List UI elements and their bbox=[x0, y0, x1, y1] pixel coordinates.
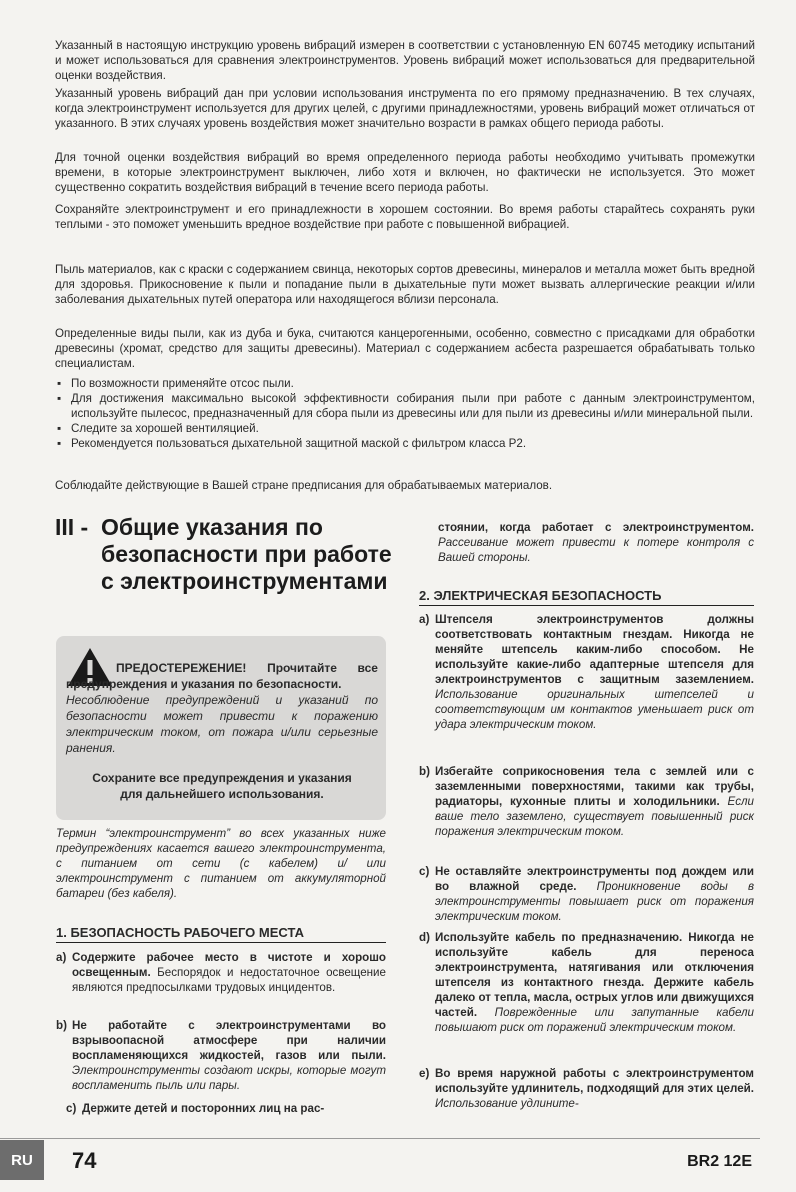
continued-text bbox=[438, 520, 754, 565]
item-italic: Использование оригинальных штепселей и соответствующим им контактов уменьшает риск от удара электрическим током. bbox=[435, 688, 754, 731]
section-title-work-area: 1. БЕЗОПАСНОСТЬ РАБОЧЕГО МЕСТА bbox=[56, 925, 386, 943]
list-item: ▪ Рекомендуется пользоваться дыхательной защитной маской с фильтром класса P2. bbox=[55, 436, 755, 451]
item-bold: стоянии, когда работает с электроинструментом. bbox=[438, 521, 754, 534]
keep-instructions-note: Сохраните все предупреждения и указания для дальнейшего использования. bbox=[92, 771, 352, 801]
item-italic: Электроинструменты создают искры, которые могут воспламенить пыль или пары. bbox=[72, 1064, 386, 1092]
warning-consequence: Несоблюдение предупреждений и указаний по безопасности может привести к поражению электрическим током, от пожара и/или серьезные ранения. bbox=[66, 693, 378, 755]
item-label: b) bbox=[56, 1019, 67, 1032]
item-italic: Если ваше тело заземлено, существует повышенный риск поражения электрическим током. bbox=[435, 795, 754, 838]
item-label: c) bbox=[419, 865, 430, 878]
list-item bbox=[56, 950, 386, 995]
item-italic: Использование удлините- bbox=[435, 1097, 579, 1110]
list-item bbox=[419, 864, 754, 924]
footer-divider bbox=[0, 1138, 760, 1139]
item-label: c) bbox=[66, 1102, 77, 1115]
list-item: ▪ Следите за хорошей вентиляцией. bbox=[55, 421, 755, 436]
list-item bbox=[419, 764, 754, 839]
intro-paragraph: Определенные виды пыли, как из дуба и бука, считаются канцерогенными, особенно, совместно с присадками для обработки древесины (хромат, средство для защиты древесины). Материал с содержанием асбеста разрешается обрабатывать только специалистам. bbox=[55, 327, 755, 370]
item-italic: Проникновение воды в электроинструменты повышает риск от поражения электрическим током. bbox=[435, 880, 754, 923]
model-name: BR2 12E bbox=[687, 1153, 752, 1170]
intro-paragraph: Для точной оценки воздействия вибраций во время определенного периода работы необходимо учитывать промежутки времени, в которые электроинструмент выключен, либо хотя и включен, но фактически не используется. Это может существенно сократить воздействия вибраций в течение всего периода работы. bbox=[55, 151, 755, 194]
list-item: ▪ По возможности применяйте отсос пыли. bbox=[55, 376, 755, 391]
list-item bbox=[419, 612, 754, 732]
list-item bbox=[56, 1018, 386, 1093]
regulations-note: Соблюдайте действующие в Вашей стране предписания для обрабатываемых материалов. bbox=[55, 479, 553, 492]
item-label: e) bbox=[419, 1067, 430, 1080]
item-label: a) bbox=[56, 951, 67, 964]
item-bold: Держите детей и посторонних лиц на рас- bbox=[82, 1102, 325, 1115]
list-item bbox=[66, 1101, 386, 1116]
item-italic: Поврежденные или запутанные кабели повышают риск от поражений электрическим током. bbox=[435, 1006, 754, 1034]
item-text: Беспорядок и недостаточное освещение являются предпосылками трудовых инцидентов. bbox=[72, 966, 386, 994]
warning-label: ПРЕДОСТЕРЕЖЕНИЕ! bbox=[116, 661, 247, 675]
item-label: b) bbox=[419, 765, 430, 778]
item-italic: Рассеивание может привести к потере контроля с Вашей стороны. bbox=[438, 536, 754, 564]
item-label: d) bbox=[419, 931, 430, 944]
intro-paragraph: Пыль материалов, как с краски с содержанием свинца, некоторых сортов древесины, минералов и металла может быть вредной для здоровья. Прикосновение к пыли и попадание пыли в дыхательные пути может вызвать аллергические реакции и/или заболевания дыхательных путей оператора или находящегося вблизи персонала. bbox=[55, 263, 755, 306]
item-bold: Содержите рабочее место в чистоте и хорошо освещенным. bbox=[72, 951, 386, 979]
item-bold: Во время наружной работы с электроинструментом используйте удлинитель, подходящий для этих целей. bbox=[435, 1067, 754, 1095]
list-item bbox=[419, 930, 754, 1035]
list-item bbox=[419, 1066, 754, 1111]
chapter-title: Общие указания по безопасности при работе с электроинструментами bbox=[101, 514, 392, 594]
list-item: ▪ Для достижения максимально высокой эффективности собирания пыли при работе с данным электроинструментом, используйте пылесос, предназначенный для сбора пыли из древесины или для пыли из древесины и/или минеральной пыли. bbox=[55, 391, 755, 421]
page-number: 74 bbox=[72, 1148, 97, 1173]
item-bold: Не работайте с электроинструментами во взрывоопасной атмосфере при наличии воспламеняющихся жидкостей, газов или пыли. bbox=[72, 1019, 386, 1062]
item-bold: Не оставляйте электроинструменты под дождем или во влажной среде. bbox=[435, 865, 754, 893]
language-badge: RU bbox=[0, 1140, 44, 1180]
item-bold: Избегайте соприкосновения тела с землей или с заземленными поверхностями, такими как трубы, радиаторы, кухонные плиты и холодильники. bbox=[435, 765, 754, 808]
item-bold: Штепселя электроинструментов должны соответствовать контактным гнездам. Никогда не меняйте штепсель каким-либо способом. Не используйте какие-либо адаптерные штепселя для электроинструментов с защитным заземлением. bbox=[435, 613, 754, 686]
intro-paragraph: Указанный уровень вибраций дан при условии использования инструмента по его прямому предназначению. В тех случаях, когда электроинструмент используется для других целей, с другими принадлежностями, уровень вибраций может отличаться от указанного. В этих случаях уровень воздействия может значительно возрасти в рамках общего периода работы. bbox=[55, 87, 755, 130]
item-bold: Используйте кабель по предназначению. Никогда не используйте кабель для переноса электроинструмента, натягивания или отключения штепселя из контактного гнезда. Держите кабель далеко от тепла, масла, острых углов или движущихся частей. bbox=[435, 931, 754, 1019]
warning-lead: Прочитайте все предупреждения и указания по безопасности. bbox=[66, 661, 378, 691]
warning-box bbox=[56, 636, 386, 820]
dust-bullet-list bbox=[55, 376, 755, 451]
term-definition: Термин “электроинструмент” во всех указанных ниже предупреждениях касается вашего электроинструмента, с питанием от сети (с кабелем) и/ или электроинструмент с питанием от аккумуляторной батареи (без кабеля). bbox=[56, 827, 386, 900]
intro-paragraph: Сохраняйте электроинструмент и его принадлежности в хорошем состоянии. Во время работы старайтесь сохранять руки теплыми - это поможет уменьшить вредное воздействие при работе с повышенной вибрацией. bbox=[55, 203, 755, 231]
section-title-electrical: 2. ЭЛЕКТРИЧЕСКАЯ БЕЗОПАСНОСТЬ bbox=[419, 588, 754, 606]
intro-paragraph: Указанный в настоящую инструкцию уровень вибраций измерен в соответствии с установленную EN 60745 методику испытаний и может использоваться для сравнения электроинструментов. Уровень вибраций может использоваться для предварительной оценки воздействия. bbox=[55, 39, 755, 82]
item-label: a) bbox=[419, 613, 430, 626]
chapter-number: III - bbox=[55, 514, 89, 540]
